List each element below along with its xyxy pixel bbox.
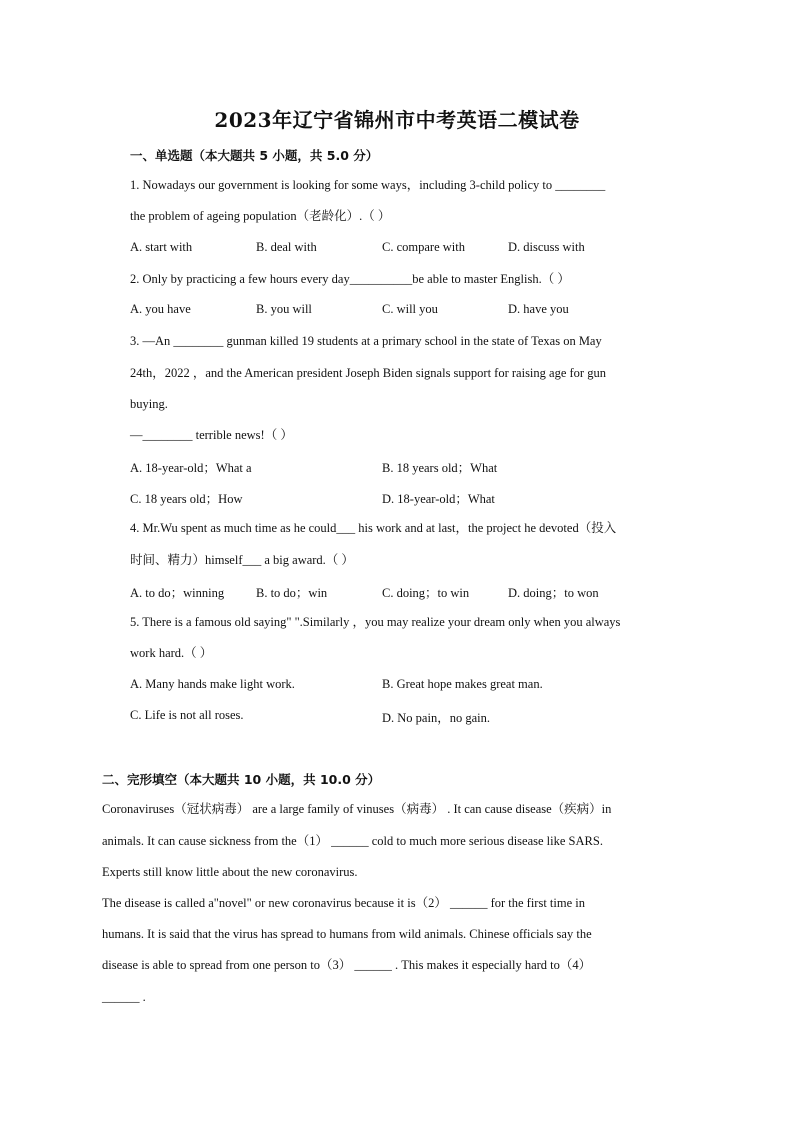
question-2-option-c[interactable]: C. will you bbox=[382, 302, 438, 316]
question-4-option-a[interactable]: A. to do；winning bbox=[130, 586, 225, 600]
section-heading-cloze: 二、完形填空（本大题共 10 小题，共 10.0 分） bbox=[102, 772, 381, 787]
question-2-option-a[interactable]: A. you have bbox=[130, 302, 191, 316]
question-4-option-d[interactable]: D. doing；to won bbox=[508, 586, 599, 600]
section-heading-single-choice: 一、单选题（本大题共 5 小题，共 5.0 分） bbox=[130, 148, 379, 163]
question-5-option-c[interactable]: C. Life is not all roses. bbox=[130, 708, 244, 722]
question-5-line-2: work hard.（ ） bbox=[130, 646, 213, 660]
question-1-line-1: 1. Nowadays our government is looking for some ways，including 3-child policy to ________ bbox=[130, 178, 606, 192]
cloze-line-4: The disease is called a"novel" or new coronavirus because it is（2） ______ for the first time in bbox=[102, 896, 585, 910]
cloze-line-3: Experts still know little about the new coronavirus. bbox=[102, 865, 358, 879]
question-3-line-1: 3. —An ________ gunman killed 19 students at a primary school in the state of Texas on May bbox=[130, 334, 602, 348]
question-3-option-c[interactable]: C. 18 years old；How bbox=[130, 492, 243, 506]
question-3-line-2: 24th，2022 ，and the American president Joseph Biden signals support for raising age for gun bbox=[130, 366, 606, 380]
question-4-option-c[interactable]: C. doing；to win bbox=[382, 586, 470, 600]
question-1-option-b[interactable]: B. deal with bbox=[256, 240, 317, 254]
question-3-line-4: —________ terrible news!（ ） bbox=[130, 428, 293, 442]
cloze-line-1: Coronaviruses（冠状病毒） are a large family of vinuses（病毒） . It can cause disease（疾病）in bbox=[102, 802, 612, 816]
question-3-line-3: buying. bbox=[130, 397, 168, 411]
question-2-option-b[interactable]: B. you will bbox=[256, 302, 312, 316]
question-1-option-d[interactable]: D. discuss with bbox=[508, 240, 585, 254]
cloze-line-5: humans. It is said that the virus has spread to humans from wild animals. Chinese officials say the bbox=[102, 927, 592, 941]
question-3-option-b[interactable]: B. 18 years old；What bbox=[382, 461, 498, 475]
question-2-option-d[interactable]: D. have you bbox=[508, 302, 569, 316]
question-4-line-2: 时间、精力）himself___ a big award.（ ） bbox=[130, 553, 354, 567]
question-1-option-a[interactable]: A. start with bbox=[130, 240, 193, 254]
cloze-line-2: animals. It can cause sickness from the（1） ______ cold to much more serious disease like SARS. bbox=[102, 834, 603, 848]
question-5-option-a[interactable]: A. Many hands make light work. bbox=[130, 677, 295, 691]
question-3-option-d[interactable]: D. 18-year-old；What bbox=[382, 492, 495, 506]
question-4-line-1: 4. Mr.Wu spent as much time as he could___ his work and at last，the project he devoted（投入 bbox=[130, 521, 617, 535]
question-5-option-d[interactable]: D. No pain，no gain. bbox=[382, 711, 490, 725]
cloze-line-7: ______ . bbox=[102, 990, 146, 1004]
question-5-line-1: 5. There is a famous old saying" ".Similarly ，you may realize your dream only when you always bbox=[130, 615, 621, 629]
question-1-line-2: the problem of ageing population（老龄化）.（ ） bbox=[130, 209, 391, 223]
question-3-option-a[interactable]: A. 18-year-old；What a bbox=[130, 461, 252, 475]
cloze-line-6: disease is able to spread from one person to（3） ______ . This makes it especially hard to（4） bbox=[102, 958, 592, 972]
question-4-option-b[interactable]: B. to do；win bbox=[256, 586, 328, 600]
page-title: 2023年辽宁省锦州市中考英语二模试卷 bbox=[214, 108, 580, 132]
question-2-line-1: 2. Only by practicing a few hours every day__________be able to master English.（ ） bbox=[130, 272, 570, 286]
question-5-option-b[interactable]: B. Great hope makes great man. bbox=[382, 677, 543, 691]
question-1-option-c[interactable]: C. compare with bbox=[382, 240, 465, 254]
